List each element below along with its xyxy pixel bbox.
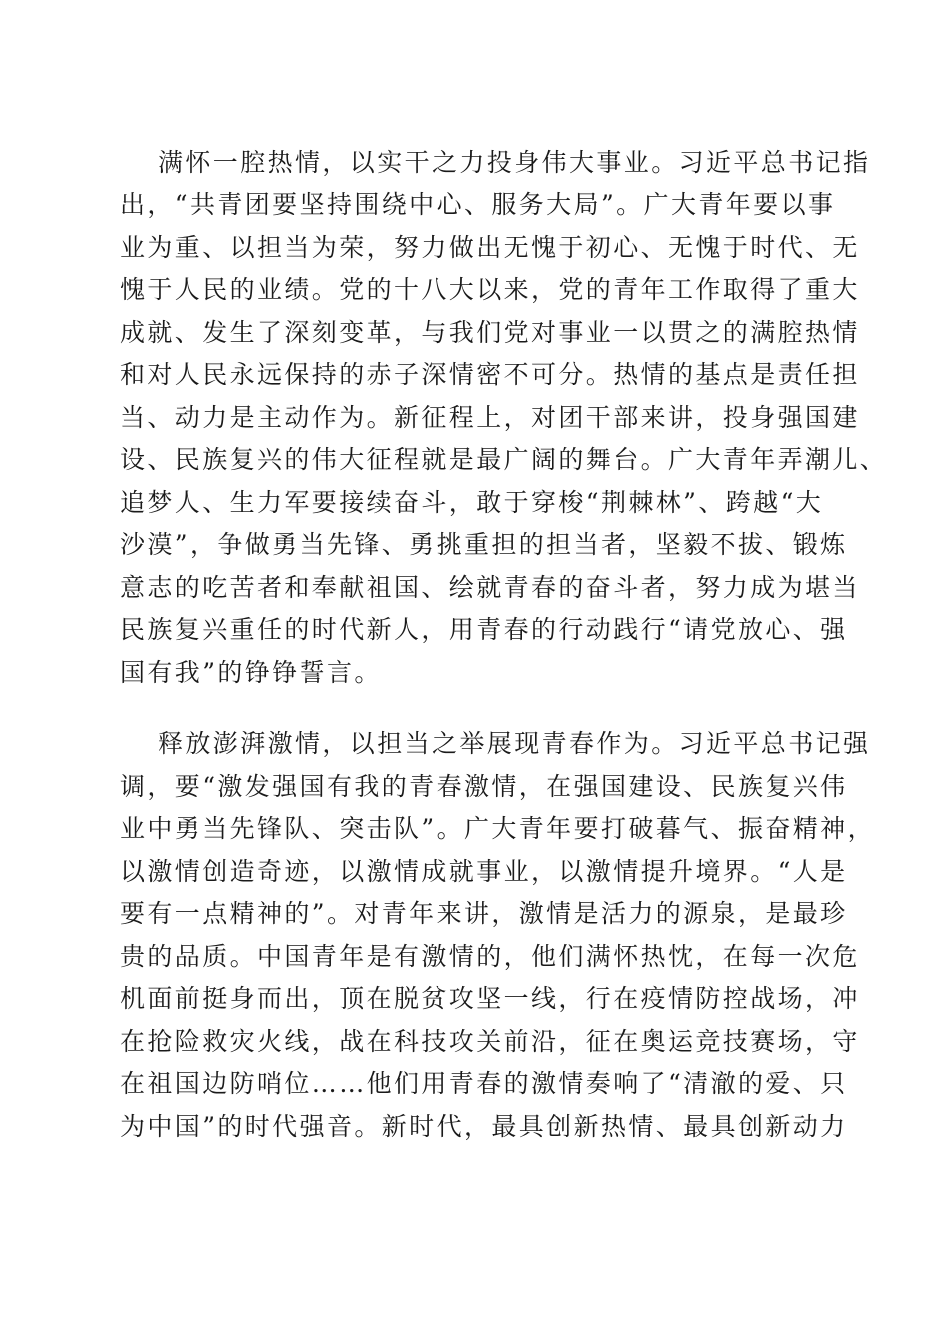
text-line: 为中国”的时代强音。新时代，最具创新热情、最具创新动力 (120, 1112, 848, 1141)
text-line: 出，“共青团要坚持围绕中心、服务大局”。广大青年要以事 (120, 190, 836, 219)
text-line: 在祖国边防哨位……他们用青春的激情奏响了“清澈的爱、只 (120, 1069, 848, 1098)
text-line: 在抢险救灾火线，战在科技攻关前沿，征在奥运竞技赛场，守 (120, 1027, 860, 1056)
text-line: 当、动力是主动作为。新征程上，对团干部来讲，投身强国建 (120, 403, 860, 432)
text-line: 调，要“激发强国有我的青春激情，在强国建设、民族复兴伟 (120, 772, 848, 801)
text-line: 民族复兴重任的时代新人，用青春的行动践行“请党放心、强 (120, 615, 848, 644)
text-line: 业为重、以担当为荣，努力做出无愧于初心、无愧于时代、无 (120, 233, 860, 262)
text-line: 追梦人、生力军要接续奋斗，敢于穿梭“荆棘林”、跨越“大 (120, 488, 824, 517)
text-line: 以激情创造奇迹，以激情成就事业，以激情提升境界。“人是 (120, 857, 848, 886)
text-line: 业中勇当先锋队、突击队”。广大青年要打破暮气、振奋精神， (120, 814, 875, 843)
text-line: 和对人民永远保持的赤子深情密不可分。热情的基点是责任担 (120, 360, 860, 389)
text-line: 愧于人民的业绩。党的十八大以来，党的青年工作取得了重大 (120, 275, 860, 304)
text-line: 贵的品质。中国青年是有激情的，他们满怀热忱，在每一次危 (120, 942, 860, 971)
text-line: 成就、发生了深刻变革，与我们党对事业一以贯之的满腔热情 (120, 318, 860, 347)
text-line: 要有一点精神的”。对青年来讲，激情是活力的源泉，是最珍 (120, 899, 848, 928)
text-line: 设、民族复兴的伟大征程就是最广阔的舞台。广大青年弄潮儿、 (120, 445, 888, 474)
text-line: 释放澎湃激情，以担当之举展现青春作为。习近平总书记强 (158, 729, 871, 758)
text-line: 国有我”的铮铮誓言。 (120, 658, 382, 687)
text-line: 沙漠”，争做勇当先锋、勇挑重担的担当者，坚毅不拔、锻炼 (120, 530, 848, 559)
text-line: 机面前挺身而出，顶在脱贫攻坚一线，行在疫情防控战场，冲 (120, 984, 860, 1013)
text-line: 意志的吃苦者和奉献祖国、绘就青春的奋斗者，努力成为堪当 (120, 573, 860, 602)
text-line: 满怀一腔热情，以实干之力投身伟大事业。习近平总书记指 (158, 148, 871, 177)
